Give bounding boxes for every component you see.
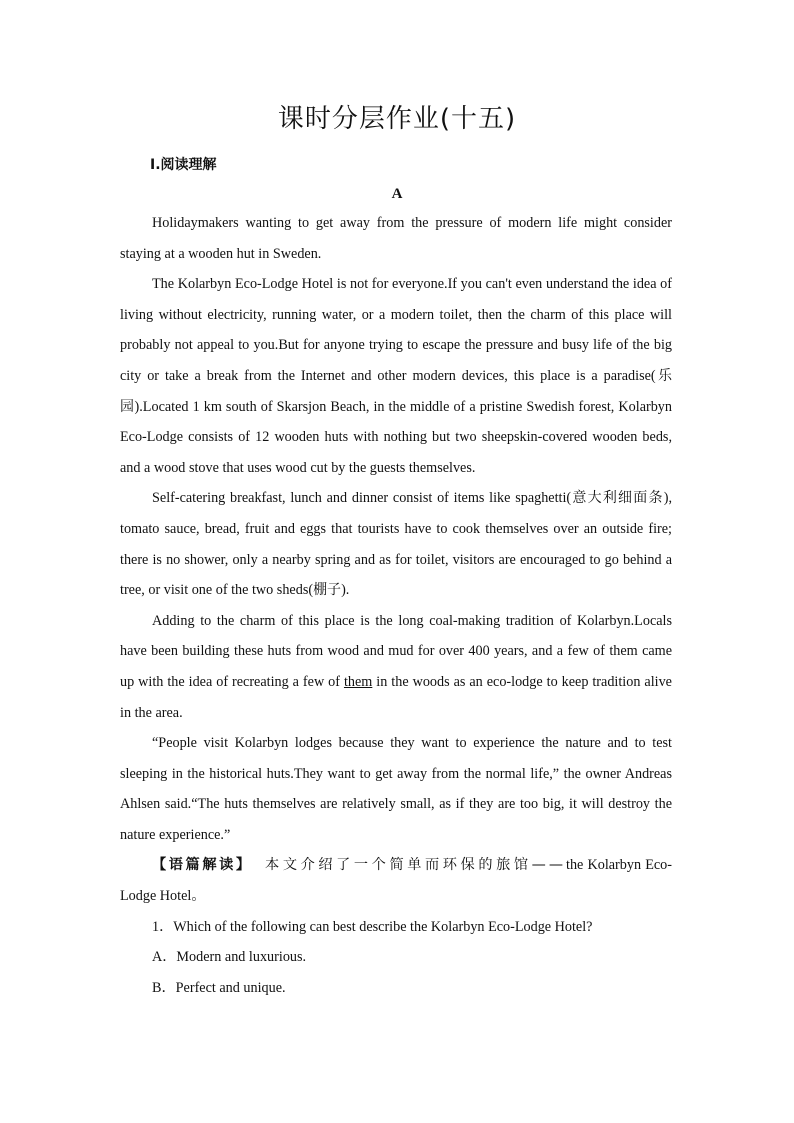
paragraph-2-text-b: ).Located 1 km south of Skarsjon Beach, in the middle of a pristine Swedish forest, Kolarbyn Eco-Lodge consists of 12 wooden huts with nothing but two sheepskin-covered wooden beds, and a wood stove that uses wood cut by the guests themselves.	[120, 398, 672, 476]
paragraph-3-gloss-1: 意大利细面条	[571, 490, 664, 507]
paragraph-3-gloss-2: 棚子	[313, 582, 342, 599]
analysis-end: 。	[191, 888, 206, 905]
paragraph-2	[120, 269, 672, 483]
paragraph-5: “People visit Kolarbyn lodges because they want to experience the nature and to test sleeping in the historical huts.They want to get away from the normal life,” the owner Andreas Ahlsen said.“The huts themselves are relatively small, as if they are too big, it will destroy the nature experience.”	[120, 735, 672, 843]
paragraph-4-text-b: in the woods as an eco-lodge to keep tradition alive in the area.	[120, 673, 672, 721]
paragraph-3	[120, 483, 672, 605]
underlined-word: them	[343, 673, 373, 690]
section-heading: Ⅰ.阅读理解	[150, 157, 217, 173]
analysis-text-cn: 本文介绍了一个简单而环保的旅馆——	[265, 857, 567, 874]
paragraph-2-gloss: 乐园	[120, 367, 673, 415]
question-1-stem: 1．Which of the following can best describe the Kolarbyn Eco-Lodge Hotel?	[152, 918, 593, 935]
analysis-text-en: the Kolarbyn Eco-Lodge Hotel	[120, 857, 672, 905]
passage-label: A	[391, 186, 403, 202]
paragraph-1: Holidaymakers wanting to get away from the pressure of modern life might consider staying at a wooden hut in Sweden.	[120, 215, 672, 262]
passage-analysis	[120, 850, 672, 911]
question-1-option-a: A．Modern and luxurious.	[152, 949, 307, 966]
analysis-tag: 【语篇解读】	[152, 857, 253, 874]
question-1-option-b: B．Perfect and unique.	[152, 979, 286, 996]
paragraph-3-text-c: ).	[341, 582, 350, 599]
paragraph-3-text-a: Self-catering breakfast, lunch and dinner consist of items like spaghetti(	[152, 490, 572, 507]
page-title: 课时分层作业(十五)	[277, 104, 517, 134]
paragraph-2-text-a: The Kolarbyn Eco-Lodge Hotel is not for everyone.If you can't even understand the idea of living without electricity, running water, or a modern toilet, then the charm of this place will probably not appeal to you.But for anyone trying to escape the pressure and busy life of the big city or take a break from the Internet and other modern devices, this place is a paradise(	[120, 276, 672, 384]
paragraph-3-text-b: ), tomato sauce, bread, fruit and eggs that tourists have to cook themselves over an outside fire; there is no shower, only a nearby spring and as for toilet, visitors are encouraged to go behind a tree, or visit one of the two sheds(	[120, 490, 672, 599]
paragraph-4-text-a: Adding to the charm of this place is the long coal-making tradition of Kolarbyn.Locals have been building these huts from wood and mud for over 400 years, and a few of them came up with the idea of recreating a few of	[120, 612, 672, 690]
paragraph-4	[120, 606, 672, 728]
passage-body	[120, 208, 672, 1003]
